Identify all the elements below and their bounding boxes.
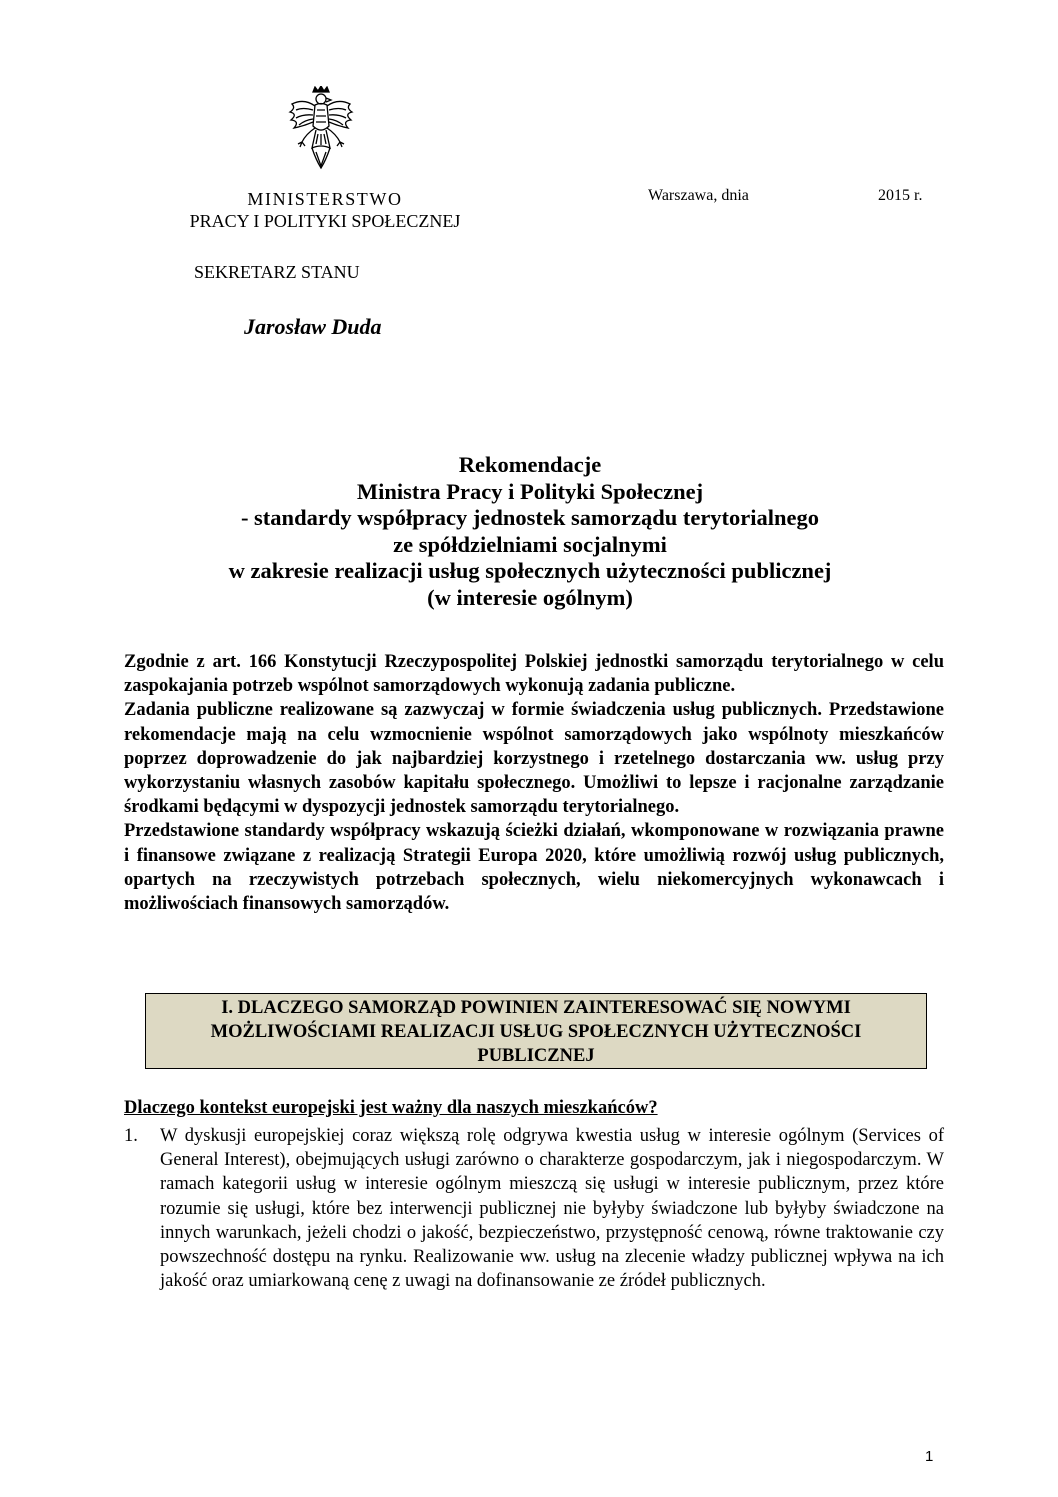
title-line: (w interesie ogólnym) <box>427 584 633 610</box>
intro-section <box>124 650 944 916</box>
section-heading-line: I. DLACZEGO SAMORZĄD POWINIEN ZAINTERESOWAĆ SIĘ NOWYMI <box>221 998 851 1018</box>
section-heading-line: MOŻLIWOŚCIAMI REALIZACJI USŁUG SPOŁECZNYCH UŻYTECZNOŚCI <box>210 1022 862 1042</box>
title-line: ze spółdzielniami socjalnymi <box>393 531 667 557</box>
ministry-header <box>140 188 510 232</box>
subsection-question: Dlaczego kontekst europejski jest ważny dla naszych mieszkańców? <box>124 1098 658 1118</box>
signatory-name: Jarosław Duda <box>244 314 382 339</box>
section-heading-box <box>145 993 927 1069</box>
intro-paragraph: Zgodnie z art. 166 Konstytucji Rzeczypospolitej Polskiej jednostki samorządu terytorialnego w celu zaspokajania potrzeb wspólnot samorządowych wykonują zadania publiczne. <box>124 652 944 697</box>
polish-eagle-emblem-icon <box>286 86 356 172</box>
intro-paragraph: Przedstawione standardy współpracy wskazują ścieżki działań, wkomponowane w rozwiązania prawne i finansowe związane z realizacją Strategii Europa 2020, które umożliwią rozwój usług publicznych, opartych na rzeczywistych potrzebach społecznych, wielu niekomercyjnych wykonawcach i możliwościach finansowych samorządów. <box>124 821 944 915</box>
title-line: Ministra Pracy i Polityki Społecznej <box>356 478 704 504</box>
intro-paragraph: Zadania publiczne realizowane są zazwyczaj w formie świadczenia usług publicznych. Przedstawione rekomendacje mają na celu wzmocnienie wspólnot samorządowych jako wspólnoty mieszkańców poprzez doprowadzenie do jak najbardziej korzystnego i rzetelnego dostarczania ww. usług przy wykorzystaniu własnych zasobów kapitału społecznego. Umożliwi to lepsze i racjonalne zarządzanie środkami będącymi w dyspozycji jednostek samorządu terytorialnego. <box>124 700 944 818</box>
ministry-department: PRACY I POLITYKI SPOŁECZNEJ <box>189 211 461 231</box>
secretary-title: SEKRETARZ STANU <box>194 262 360 282</box>
title-line: w zakresie realizacji usług społecznych użyteczności publicznej <box>228 558 832 583</box>
title-line: - standardy współpracy jednostek samorządu terytorialnego <box>240 505 820 530</box>
section-heading-line: PUBLICZNEJ <box>477 1046 595 1066</box>
document-title <box>120 452 940 611</box>
page-number: 1 <box>925 1448 934 1465</box>
place-date-label: Warszawa, dnia <box>648 187 749 204</box>
date-year: 2015 r. <box>878 187 923 204</box>
list-item-text: W dyskusji europejskiej coraz większą rolę odgrywa kwestia usług w interesie ogólnym (Services of General Interest), obejmujących usługi zarówno o charakterze gospodarczym, jak i niegospodarczym. W ramach kategorii usług w interesie ogólnym mieszczą się usługi w interesie publicznym, przez które rozumie się usługi, które bez interwencji publicznej nie byłyby świadczone lub byłyby świadczone na innych warunkach, jeżeli chodzi o jakość, bezpieczeństwo, przystępność cenową, równe traktowanie czy powszechność dostępu na rynku. Realizowanie ww. usług na zlecenie władzy publicznej wpływa na ich jakość oraz umiarkowaną cenę z uwagi na dofinansowanie ze źródeł publicznych. <box>160 1126 944 1292</box>
ministry-name: MINISTERSTWO <box>247 189 403 209</box>
title-line: Rekomendacje <box>458 452 602 477</box>
list-item <box>124 1124 944 1293</box>
list-item-number: 1. <box>124 1126 138 1146</box>
place-date <box>648 187 938 205</box>
